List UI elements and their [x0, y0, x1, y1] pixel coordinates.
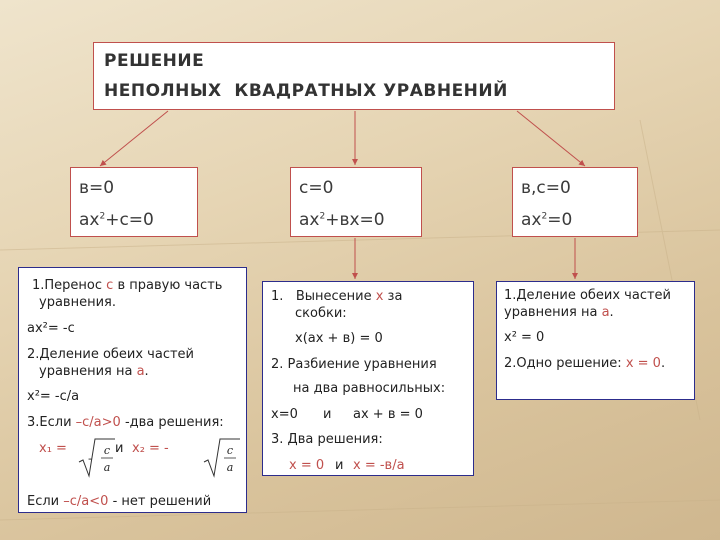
step-1: 1.Деление обеих частей [504, 288, 672, 303]
equation-1: ах²= -с [27, 321, 75, 336]
case-equation: $ах^2=0$ [521, 210, 573, 230]
equation: х² = 0 [504, 330, 545, 345]
equation-1: х(ах + в) = 0 [295, 331, 383, 346]
step-2: 2.Деление обеих частей [27, 347, 195, 362]
equation-2a: х=0 [271, 407, 298, 422]
solution-box-b-c-zero [496, 281, 695, 400]
and-text: и [115, 441, 124, 456]
fraction-numerator: c [103, 444, 111, 457]
step-2-cont: уравнения на а. [39, 364, 149, 379]
case-equation: $ах^2+с=0$ [79, 210, 154, 230]
case-condition: с=0 [299, 178, 334, 198]
step-1: 1.Перенос с в правую часть [32, 278, 223, 293]
step-2: 2. Разбиение уравнения [271, 357, 437, 372]
root-x2-label: х₂ = - [132, 441, 169, 456]
step-3: 3. Два решения: [271, 432, 383, 447]
minus-sign: - [88, 452, 92, 465]
root-1: х = 0 [289, 458, 325, 473]
case-condition: в=0 [79, 178, 115, 198]
and-text: и [323, 407, 332, 422]
step-2: 2.Одно решение: х = 0. [504, 356, 666, 371]
fraction-denominator: a [226, 461, 234, 474]
title-box [93, 42, 615, 110]
case-b-c-zero [512, 167, 638, 237]
title-line-1: РЕШЕНИЕ [104, 51, 205, 71]
title-line-2: НЕПОЛНЫХ КВАДРАТНЫХ УРАВНЕНИЙ [104, 81, 508, 101]
case-equation: $ах^2+вх=0$ [299, 210, 385, 230]
no-solutions-line: Если –с/а<0 - нет решений [27, 494, 212, 509]
fraction-denominator: a [103, 461, 111, 474]
step-2-cont: на два равносильных: [293, 381, 446, 396]
root-2: х = -в/а [353, 458, 405, 473]
case-condition: в,с=0 [521, 178, 571, 198]
step-1-cont: скобки: [295, 306, 347, 321]
step-3: 3.Если –с/а>0 -два решения: [27, 415, 224, 430]
step-1-cont: уравнения на а. [504, 305, 614, 320]
equation-2b: ах + в = 0 [353, 407, 423, 422]
fraction-numerator: c [226, 444, 234, 457]
case-b-zero [70, 167, 198, 237]
solution-box-c-zero [262, 281, 474, 476]
case-c-zero [290, 167, 422, 237]
solution-box-b-zero [18, 267, 247, 513]
step-1: 1. Вынесение х за [271, 289, 403, 304]
root-x1-label: х₁ = [39, 441, 67, 456]
equation-2: х²= -с/а [27, 389, 80, 404]
step-1-cont: уравнения. [39, 295, 116, 310]
and-text: и [335, 458, 344, 473]
